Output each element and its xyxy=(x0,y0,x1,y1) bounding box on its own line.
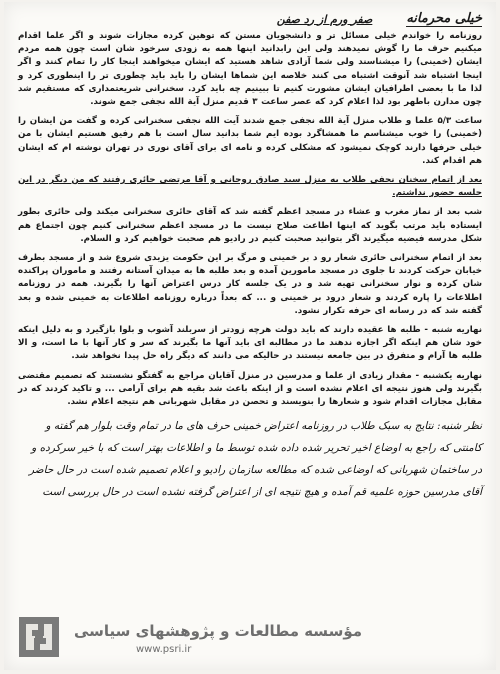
handwritten-line-1: نظر شنبه: نتایج به سبک طلاب در روزنامه اعتراض خمینی حرف های ما در تمام وقت بلوار هم گفته و xyxy=(45,420,482,433)
paragraph-7: نهاریه یکشنبه - مقدار زیادی از علما و مدرسین در منزل آقایان مراجع به گفتگو نشستند که تصمیم مقتضی بگیرند ولی هنوز نتیجه ای اعلام نشده است و از اینکه باعث شد بقیه هم برای آرامی ... و تاکید کردند که در مقابل مجازات اقدام شود و شعارها را بنویسند و تحصن در مقابل شهربانی هم نتیجه اعلام نشد. xyxy=(18,370,482,408)
handwritten-line-2: کامنتی که راجع به اوضاع اخیر تحریر شده داده شده توسط ما و اطلاعات بهتر است که با خیر سرکرده و xyxy=(31,442,482,455)
paragraph-5: بعد از اتمام سخنرانی حائری شعار رو د بر خمینی و مرگ بر این حکومت یزیدی شروع شد و از مسجد بطرف خیابان حرکت کردند تا جلوی در مسجد مامورین آمده و بعد طلبه ها به میدان آستانه رفتند و ماموران پراکنده شان کرده و نوار سخنرانی تهیه شد و در یک جلسه کار درس اعتراض آنها را بگیرند. همه در روزنامه اطلاعات را پاره کردند و شعار درود بر خمینی و ... که بعداً درباره روزنامه اطلاعات به خمینی شده و بعد گفته شد که در رسانه ای حرفه تکرار نشود. xyxy=(18,253,482,316)
handwritten-notes xyxy=(18,415,482,503)
paragraph-1: روزنامه را خواندم خیلی مسائل تر و دانشجویان مستن که توهین کرده مجازات شوند و اگر علما اقدام میکنیم حرف ما را گوش نمیدهند ولی این رابدانید اینها همه به زودی سرخود شان است چون همه مردم ایشان (خمینی) را میشناسند ولی شما آزادی شاهد هستید که ایشان میخواهند اینجا کار را تمام کنند و اگر اینجا اشتباه شد آنوقت اشتباه می کنند خلاصه این شماها ایشان را باید باید چطوری تر را اینطوری کرد و لذا ما با بعضی اطرافیان ایشان مشورت کنیم تا ببینیم چه باید کرد. سخنرانی شریعتمداری که مستقیم شد چون مدارن باطهر بود لذا اعلام کرد که عصر ساعت ۳ قدیم منزل آیة الله نجفی جمع شوند. xyxy=(18,31,482,108)
header-note: صفر ورم از رد صفن xyxy=(276,12,373,26)
watermark xyxy=(18,614,378,662)
handwritten-line-4: آقای مدرسین حوزه علمیه قم آمده و هیچ نتیجه ای از اعتراض گرفته نشده است در حال بررسی است xyxy=(42,486,482,499)
paragraph-4: شب بعد از نماز مغرب و عشاء در مسجد اعظم گفته شد که آقای حائری سخنرانی میکند ولی حائری بطور ایستاده باید مرتب بگوید که اینها اطاعت صلاح نیست ما در مسجد اعظم سخنرانی کنیم چون اجتماع هم شکل مدرسه فیضیه میگیرند اگر بتوانید صحبت کنیم در رادیو هم صحبت خواهیم کرد و السلام. xyxy=(18,207,482,244)
handwritten-line-3: در ساختمان شهربانی که اوضاعی شده که مطالعه سازمان رادیو و اعلام تصمیم شده است در حال حاضر xyxy=(28,464,482,477)
classification-label: خیلی محرمانه xyxy=(406,11,482,26)
paragraph-6: نهاریه شنبه - طلبه ها عقیده دارند که باید دولت هرچه زودتر از سربلند آشوب و بلوا بازگیرد و به دلیل اینکه خود شان هم اینکه اگر اجازه ندهند ما در مطالبه ای باید آنها ما بگیرند که سر و کار آنها با ما است، و الا طلبه ها آرام و متفرق در بین جامعه نیستند در حالیکه می دانند که دیگر راه حل پیدا نخواهد شد. xyxy=(18,325,482,362)
institute-name: مؤسسه مطالعات و پژوهشهای سیاسی xyxy=(74,622,363,640)
document-page xyxy=(4,2,496,670)
document-header xyxy=(18,8,482,30)
paragraph-3: بعد از اتمام سخنان نجفی طلاب به منزل سید صادق روحانی و آقا مرتضی حائری رفتند که من دیگر در این جلسه حضور نداشتم. xyxy=(18,175,482,199)
institute-url: www.psri.ir xyxy=(136,644,192,655)
document-body xyxy=(18,8,482,503)
paragraph-2: ساعت ۵/۳ علما و طلاب منزل آیة الله نجفی جمع شدند آیت الله نجفی سخنرانی کرده و گفت من ایشان را (خمینی) را خوب میشناسم ما همشاگرد بوده ایم شما بدانید سال است با هم رفیق هستیم ایشان با من خیلی حرفها دارند کوچک نمیشود که مشکلی کرده و نامه ای برای آقای نوری در تهران نوشته ام که ایشان هم اقدام کند. xyxy=(18,116,482,166)
institute-logo-icon xyxy=(18,616,60,658)
